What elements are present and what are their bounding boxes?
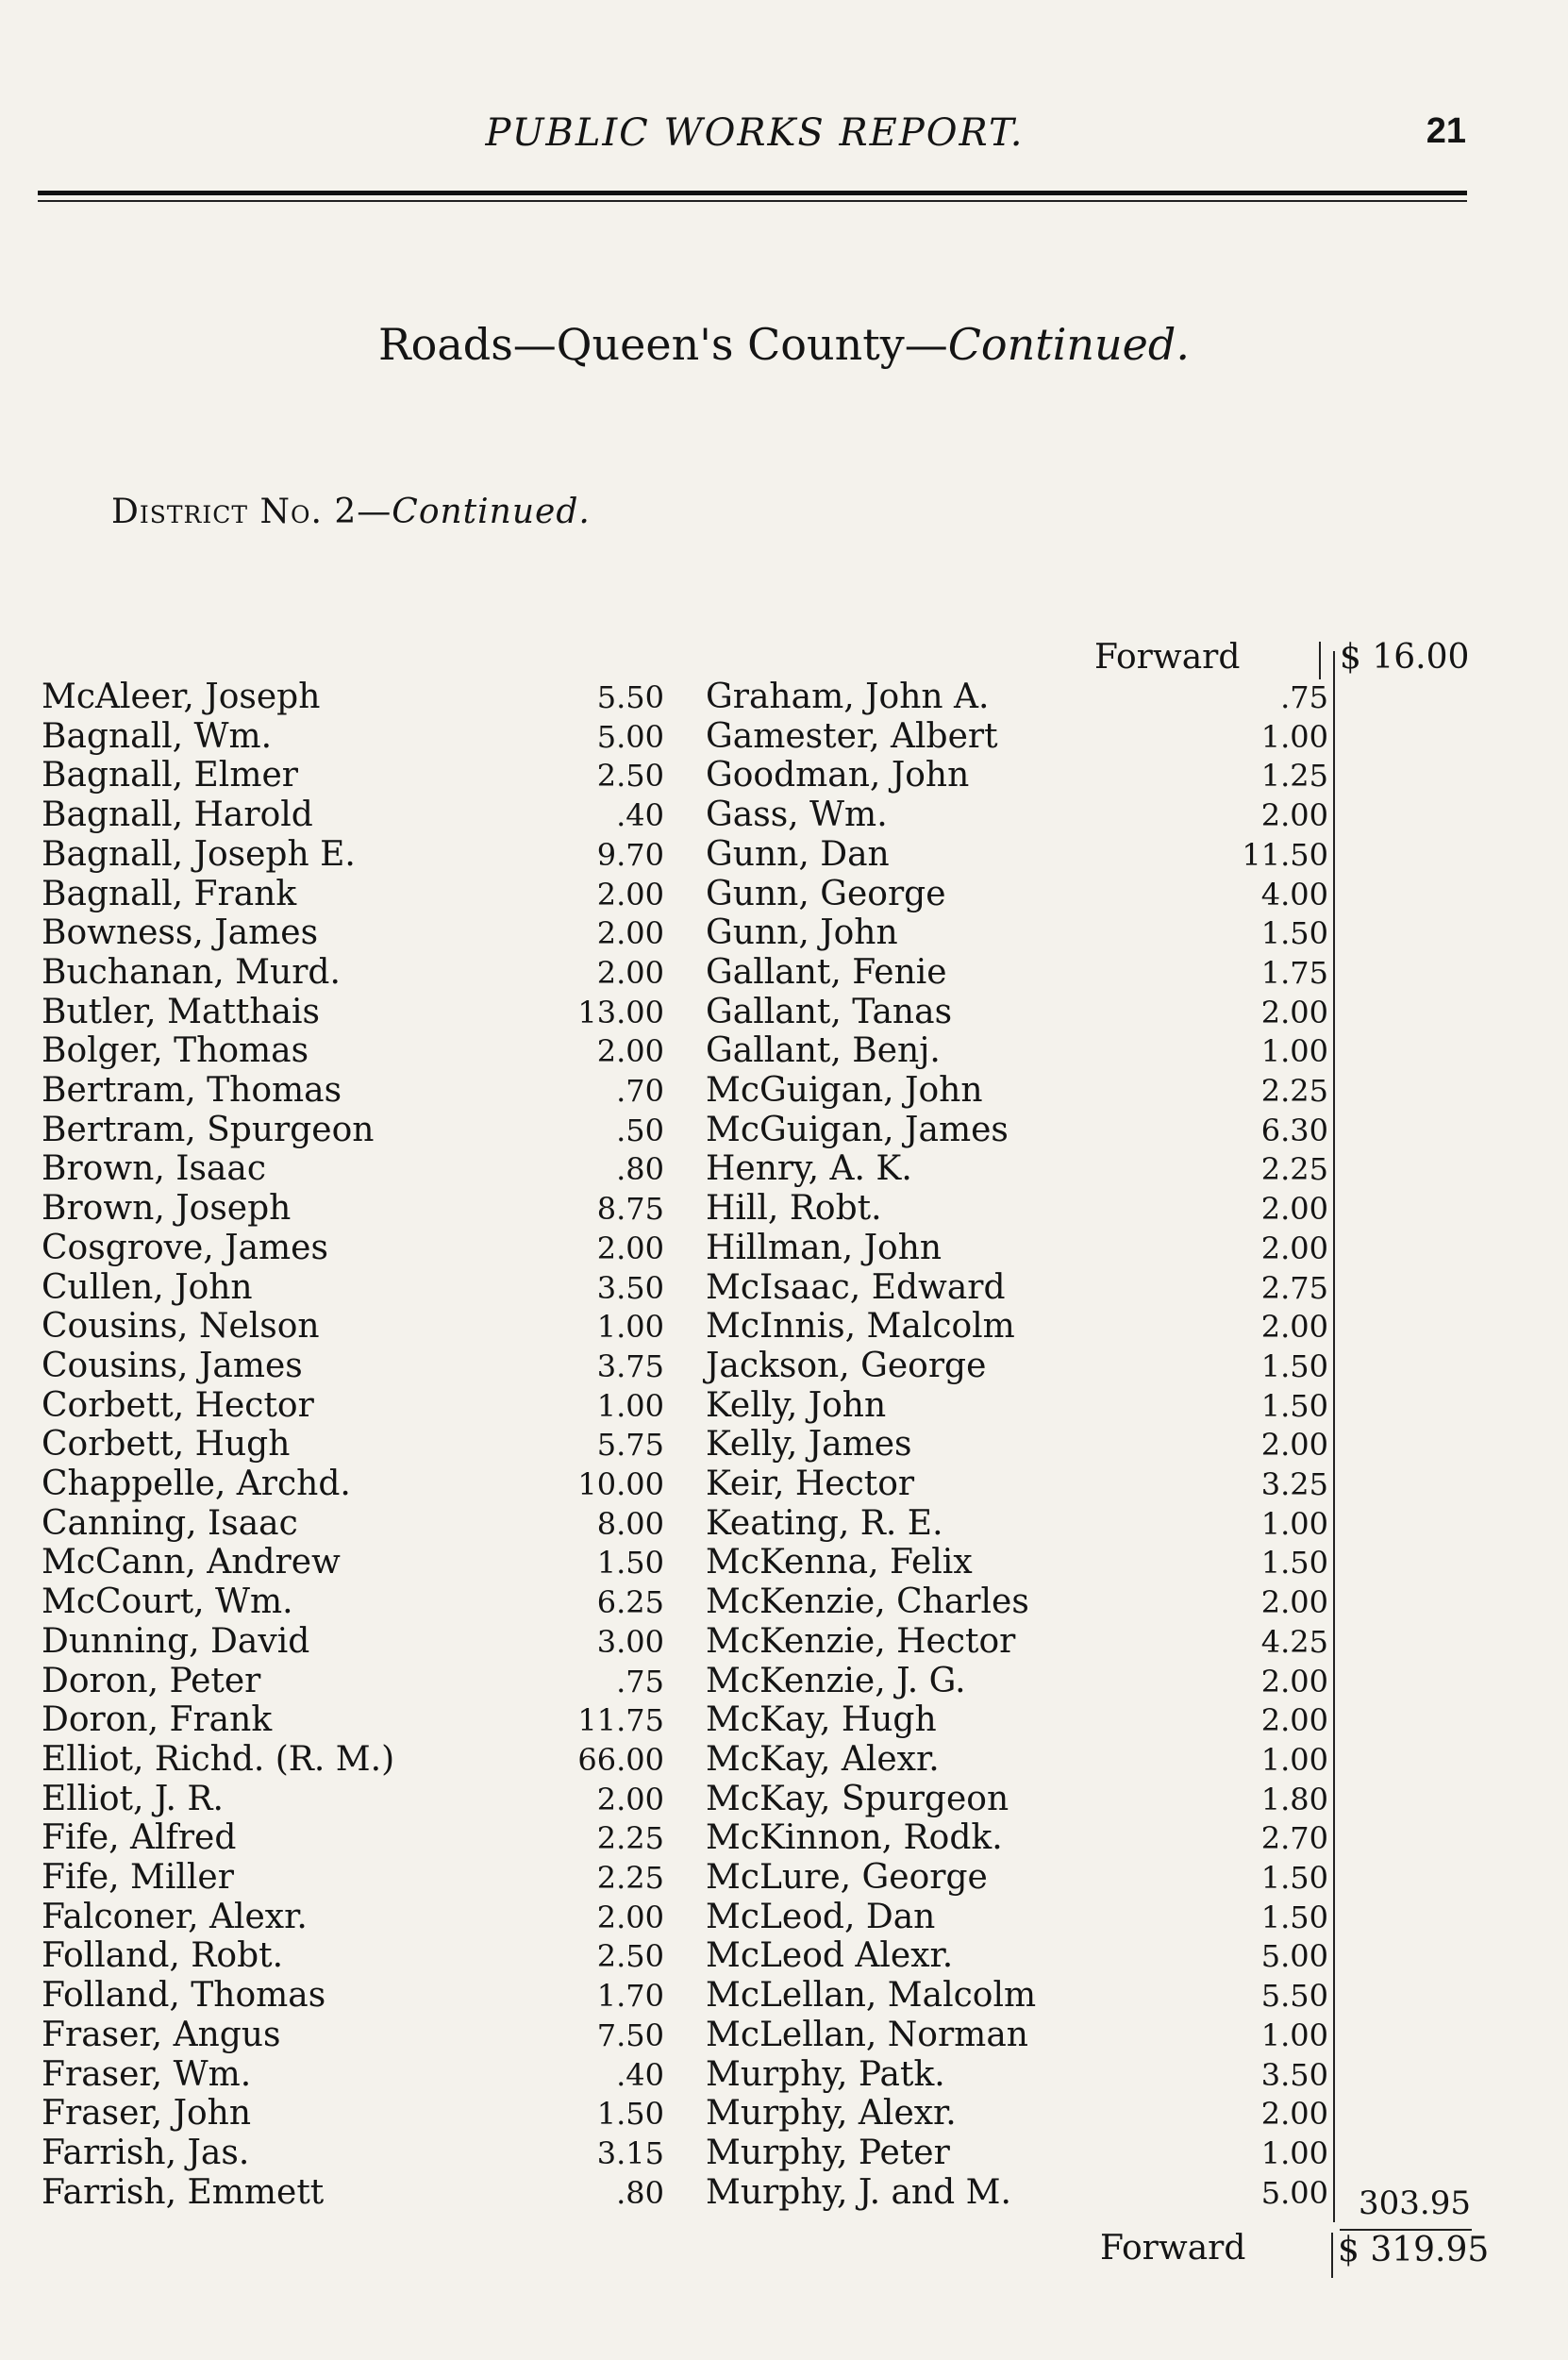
- table-row: [706, 835, 1328, 875]
- entry-name: McLure, George: [706, 1858, 988, 1897]
- entry-name: Kelly, James: [706, 1425, 912, 1465]
- entry-amount: 2.00: [596, 876, 664, 912]
- table-row: [42, 1465, 664, 1504]
- entry-amount: 1.50: [1260, 1387, 1328, 1424]
- entry-amount: 2.00: [596, 1781, 664, 1817]
- entry-name: McLeod Alexr.: [706, 1936, 954, 1976]
- forward-top-label: Forward: [1094, 638, 1241, 677]
- forward-top-amount: $ 16.00: [1340, 638, 1470, 677]
- entry-amount: 1.50: [596, 2096, 664, 2133]
- entry-name: Keating, R. E.: [706, 1503, 943, 1543]
- entry-amount: 1.50: [596, 1545, 664, 1582]
- table-row: [42, 1307, 664, 1347]
- district-label: District No. 2—: [111, 493, 392, 531]
- table-row: [706, 1149, 1328, 1189]
- table-row: [706, 2134, 1328, 2173]
- entry-name: Falconer, Alexr.: [42, 1897, 308, 1936]
- entry-name: Gunn, George: [706, 874, 946, 913]
- entry-amount: 3.00: [596, 1623, 664, 1660]
- running-head: [38, 111, 1472, 159]
- entry-amount: 1.00: [1260, 1033, 1328, 1070]
- entry-amount: 2.00: [1260, 1309, 1328, 1346]
- table-row: [706, 2094, 1328, 2134]
- entry-amount: 2.00: [1260, 994, 1328, 1030]
- entry-name: McLellan, Norman: [706, 2015, 1028, 2054]
- entry-name: Brown, Isaac: [42, 1149, 267, 1189]
- table-row: [42, 1543, 664, 1582]
- entry-amount: .40: [616, 2056, 664, 2093]
- entry-name: McCann, Andrew: [42, 1543, 341, 1582]
- table-row: [706, 1818, 1328, 1858]
- entry-name: Murphy, Peter: [706, 2133, 950, 2172]
- table-row: [42, 678, 664, 717]
- table-row: [42, 717, 664, 757]
- table-row: [42, 1662, 664, 1701]
- entry-name: Gallant, Fenie: [706, 952, 947, 992]
- entry-name: Canning, Isaac: [42, 1503, 298, 1543]
- district-heading: [111, 493, 591, 531]
- entry-name: McGuigan, James: [706, 1110, 1009, 1149]
- table-row: [706, 756, 1328, 795]
- table-row: [706, 1740, 1328, 1780]
- entry-name: McGuigan, John: [706, 1071, 983, 1110]
- table-row: [42, 1582, 664, 1622]
- entry-amount: 2.00: [1260, 797, 1328, 834]
- entry-amount: 2.00: [1260, 2096, 1328, 2133]
- entry-amount: 3.50: [596, 1269, 664, 1306]
- entry-amount: 3.15: [596, 2134, 664, 2171]
- entry-name: Dunning, David: [42, 1621, 310, 1661]
- entry-name: Cousins, Nelson: [42, 1307, 320, 1347]
- entry-amount: 3.75: [596, 1347, 664, 1384]
- entry-amount: 5.75: [596, 1427, 664, 1464]
- table-row: [706, 1386, 1328, 1426]
- entry-amount: 66.00: [577, 1741, 664, 1778]
- entry-name: McInnis, Malcolm: [706, 1307, 1015, 1347]
- entry-name: McCourt, Wm.: [42, 1582, 293, 1622]
- entry-name: Elliot, J. R.: [42, 1779, 224, 1818]
- table-row: [706, 795, 1328, 835]
- entry-name: Murphy, J. and M.: [706, 2172, 1011, 2212]
- table-row: [42, 1818, 664, 1858]
- entry-amount: 1.00: [596, 1387, 664, 1424]
- forward-bottom-amount: $ 319.95: [1338, 2231, 1490, 2269]
- table-row: [42, 1229, 664, 1268]
- entry-name: Bowness, James: [42, 913, 319, 953]
- entry-name: McLellan, Malcolm: [706, 1976, 1037, 2016]
- subtotal: 303.95: [1359, 2184, 1471, 2222]
- table-row: [706, 1858, 1328, 1898]
- table-row: [706, 1229, 1328, 1268]
- table-row: [42, 1425, 664, 1465]
- entry-name: Gamester, Albert: [706, 716, 998, 756]
- table-row: [42, 795, 664, 835]
- entry-name: Gass, Wm.: [706, 795, 888, 835]
- entry-amount: .40: [616, 797, 664, 834]
- entry-amount: 4.25: [1260, 1623, 1328, 1660]
- entry-name: Fraser, Wm.: [42, 2054, 252, 2094]
- table-row: [706, 1031, 1328, 1071]
- entry-amount: 1.00: [1260, 1505, 1328, 1542]
- entry-name: Fraser, Angus: [42, 2015, 281, 2054]
- entry-name: Hill, Robt.: [706, 1189, 882, 1229]
- table-row: [706, 1465, 1328, 1504]
- header-rule-thick: [38, 191, 1467, 195]
- entry-amount: 1.00: [1260, 718, 1328, 755]
- running-title: PUBLIC WORKS REPORT.: [485, 111, 1025, 155]
- entry-name: Goodman, John: [706, 756, 970, 795]
- entry-amount: 2.00: [1260, 1663, 1328, 1699]
- section-title: [0, 319, 1568, 370]
- entry-name: McKinnon, Rodk.: [706, 1818, 1003, 1858]
- entry-name: Graham, John A.: [706, 678, 990, 716]
- entry-amount: .70: [616, 1073, 664, 1109]
- entry-amount: 3.25: [1260, 1466, 1328, 1502]
- entry-amount: 5.50: [596, 679, 664, 715]
- table-row: [42, 1504, 664, 1544]
- table-row: [42, 835, 664, 875]
- table-row: [706, 1622, 1328, 1662]
- entry-amount: 5.00: [596, 718, 664, 755]
- entry-amount: 11.50: [1242, 836, 1328, 873]
- entry-name: Bagnall, Joseph E.: [42, 834, 356, 874]
- table-row: [706, 1189, 1328, 1229]
- table-row: [42, 1111, 664, 1150]
- entry-name: Kelly, John: [706, 1385, 887, 1425]
- entry-amount: 2.25: [1260, 1073, 1328, 1109]
- table-row: [706, 2016, 1328, 2055]
- table-row: [42, 1936, 664, 1976]
- section-title-main: Roads—Queen's County—: [378, 319, 948, 370]
- entry-name: McAleer, Joseph: [42, 678, 321, 716]
- entry-amount: 1.00: [596, 1309, 664, 1346]
- entry-amount: 2.25: [1260, 1151, 1328, 1188]
- entry-amount: 13.00: [577, 994, 664, 1030]
- entry-name: McKenna, Felix: [706, 1543, 973, 1582]
- table-row: [42, 1071, 664, 1111]
- entry-name: Bertram, Spurgeon: [42, 1110, 375, 1149]
- entry-amount: 2.00: [1260, 1584, 1328, 1621]
- entry-name: McIsaac, Edward: [706, 1267, 1006, 1307]
- entry-amount: 2.25: [596, 1820, 664, 1857]
- entry-amount: 2.75: [1260, 1269, 1328, 1306]
- table-row: [706, 1898, 1328, 1937]
- entry-name: Corbett, Hugh: [42, 1425, 291, 1465]
- entry-amount: 5.00: [1260, 1938, 1328, 1975]
- entry-amount: 1.50: [1260, 915, 1328, 952]
- entry-amount: 2.25: [596, 1860, 664, 1896]
- table-row: [42, 1780, 664, 1819]
- entry-name: Butler, Matthais: [42, 992, 320, 1031]
- district-continued: Continued.: [392, 493, 591, 531]
- entry-name: Corbett, Hector: [42, 1385, 314, 1425]
- entry-amount: 2.50: [596, 1938, 664, 1975]
- entry-name: Fraser, John: [42, 2094, 252, 2134]
- table-row: [706, 717, 1328, 757]
- table-row: [42, 1149, 664, 1189]
- entry-amount: .50: [616, 1112, 664, 1148]
- entry-amount: .80: [616, 1151, 664, 1188]
- entry-amount: .80: [616, 2174, 664, 2211]
- entry-name: Bagnall, Harold: [42, 795, 313, 835]
- table-row: [706, 1543, 1328, 1582]
- table-row: [42, 1858, 664, 1898]
- entry-name: Murphy, Alexr.: [706, 2094, 957, 2134]
- entry-name: McLeod, Dan: [706, 1897, 936, 1936]
- entry-name: Folland, Thomas: [42, 1976, 326, 2016]
- table-row: [706, 875, 1328, 914]
- entry-amount: .75: [616, 1663, 664, 1699]
- table-row: [42, 1740, 664, 1780]
- entry-amount: 11.75: [577, 1702, 664, 1739]
- entry-name: Fife, Alfred: [42, 1818, 237, 1858]
- entry-amount: 1.70: [596, 1978, 664, 2015]
- entry-name: Elliot, Richd. (R. M.): [42, 1739, 395, 1779]
- entry-amount: 5.50: [1260, 1978, 1328, 2015]
- entry-amount: 2.00: [596, 1899, 664, 1935]
- table-row: [706, 1425, 1328, 1465]
- entry-amount: 2.00: [596, 1230, 664, 1266]
- table-row: [42, 1189, 664, 1229]
- entry-name: Cousins, James: [42, 1346, 303, 1385]
- table-row: [706, 1700, 1328, 1740]
- table-row: [42, 1031, 664, 1071]
- table-row: [706, 2173, 1328, 2213]
- entry-name: Folland, Robt.: [42, 1936, 284, 1976]
- table-row: [706, 913, 1328, 953]
- section-title-continued: Continued.: [947, 319, 1190, 370]
- forward-bottom-label: Forward: [1100, 2229, 1246, 2268]
- entry-name: Bagnall, Wm.: [42, 716, 273, 756]
- table-row: [42, 953, 664, 993]
- entry-name: Farrish, Jas.: [42, 2133, 250, 2172]
- column-rule-bottom: [1331, 2233, 1333, 2278]
- table-row: [42, 1898, 664, 1937]
- table-row: [706, 1582, 1328, 1622]
- entry-amount: 2.50: [596, 758, 664, 795]
- table-row: [706, 1936, 1328, 1976]
- table-row: [706, 1111, 1328, 1150]
- entry-name: Jackson, George: [706, 1346, 987, 1385]
- entry-amount: 2.70: [1260, 1820, 1328, 1857]
- entry-name: Chappelle, Archd.: [42, 1465, 351, 1503]
- entry-name: Doron, Frank: [42, 1700, 273, 1740]
- column-rule-top: [1319, 642, 1321, 679]
- entry-amount: 2.00: [1260, 1702, 1328, 1739]
- table-row: [42, 1386, 664, 1426]
- table-row: [42, 2055, 664, 2095]
- page-number: 21: [1426, 111, 1466, 151]
- table-row: [42, 1347, 664, 1386]
- table-row: [42, 2134, 664, 2173]
- entry-name: Doron, Peter: [42, 1661, 261, 1700]
- entry-name: Farrish, Emmett: [42, 2172, 325, 2212]
- entry-amount: 1.50: [1260, 1347, 1328, 1384]
- entry-amount: 1.00: [1260, 2017, 1328, 2053]
- entry-amount: .75: [1280, 679, 1328, 715]
- entry-amount: 1.50: [1260, 1899, 1328, 1935]
- entry-amount: 7.50: [596, 2017, 664, 2053]
- entry-amount: 1.75: [1260, 954, 1328, 991]
- table-row: [42, 993, 664, 1032]
- entry-amount: 6.25: [596, 1584, 664, 1621]
- table-row: [42, 2016, 664, 2055]
- entry-amount: 1.80: [1260, 1781, 1328, 1817]
- entry-name: Bolger, Thomas: [42, 1031, 309, 1071]
- entry-name: McKenzie, J. G.: [706, 1661, 966, 1700]
- entry-name: McKay, Alexr.: [706, 1739, 940, 1779]
- entry-amount: 10.00: [577, 1466, 664, 1502]
- table-row: [706, 993, 1328, 1032]
- entry-name: Bagnall, Frank: [42, 874, 297, 913]
- entry-name: Gunn, John: [706, 913, 898, 953]
- entry-amount: 1.00: [1260, 1741, 1328, 1778]
- table-row: [706, 1307, 1328, 1347]
- table-row: [42, 1268, 664, 1308]
- entry-amount: 1.50: [1260, 1545, 1328, 1582]
- entry-amount: 1.50: [1260, 1860, 1328, 1896]
- table-row: [706, 1071, 1328, 1111]
- entry-amount: 2.00: [596, 954, 664, 991]
- table-row: [42, 1700, 664, 1740]
- entry-name: Gallant, Benj.: [706, 1031, 941, 1071]
- entry-name: McKay, Spurgeon: [706, 1779, 1009, 1818]
- entry-amount: 4.00: [1260, 876, 1328, 912]
- table-row: [42, 2173, 664, 2213]
- entry-amount: 2.00: [596, 1033, 664, 1070]
- entry-amount: 2.00: [596, 915, 664, 952]
- table-row: [706, 678, 1328, 717]
- table-row: [706, 1347, 1328, 1386]
- entry-name: Buchanan, Murd.: [42, 952, 341, 992]
- entry-amount: 6.30: [1260, 1112, 1328, 1148]
- entry-name: Hillman, John: [706, 1228, 942, 1267]
- table-row: [42, 2094, 664, 2134]
- table-row: [706, 1268, 1328, 1308]
- entry-amount: 2.00: [1260, 1191, 1328, 1228]
- entry-name: Henry, A. K.: [706, 1149, 912, 1189]
- entry-amount: 3.50: [1260, 2056, 1328, 2093]
- table-row: [42, 875, 664, 914]
- entry-name: Brown, Joseph: [42, 1189, 292, 1229]
- entry-name: McKenzie, Charles: [706, 1582, 1029, 1622]
- entry-amount: 1.25: [1260, 758, 1328, 795]
- entry-name: Cullen, John: [42, 1267, 253, 1307]
- entry-name: Keir, Hector: [706, 1465, 915, 1503]
- table-row: [42, 1976, 664, 2016]
- table-row: [706, 2055, 1328, 2095]
- table-row: [706, 1780, 1328, 1819]
- header-rule-thin: [38, 200, 1467, 202]
- entry-amount: 1.00: [1260, 2134, 1328, 2171]
- entry-amount: 2.00: [1260, 1427, 1328, 1464]
- entry-name: Gallant, Tanas: [706, 992, 953, 1031]
- entry-name: Murphy, Patk.: [706, 2054, 945, 2094]
- entry-amount: 8.00: [596, 1505, 664, 1542]
- table-row: [706, 953, 1328, 993]
- table-row: [706, 1504, 1328, 1544]
- entry-name: Bertram, Thomas: [42, 1071, 342, 1110]
- table-row: [42, 756, 664, 795]
- table-row: [42, 913, 664, 953]
- table-row: [706, 1976, 1328, 2016]
- entry-amount: 8.75: [596, 1191, 664, 1228]
- table-row: [706, 1662, 1328, 1701]
- entry-amount: 2.00: [1260, 1230, 1328, 1266]
- entry-name: McKenzie, Hector: [706, 1621, 1016, 1661]
- entry-amount: 9.70: [596, 836, 664, 873]
- entry-name: Cosgrove, James: [42, 1228, 328, 1267]
- table-row: [42, 1622, 664, 1662]
- entry-amount: 5.00: [1260, 2174, 1328, 2211]
- entry-name: Bagnall, Elmer: [42, 756, 298, 795]
- entry-name: Gunn, Dan: [706, 834, 890, 874]
- column-rule: [1333, 651, 1335, 2222]
- entry-name: McKay, Hugh: [706, 1700, 937, 1740]
- entry-name: Fife, Miller: [42, 1858, 234, 1897]
